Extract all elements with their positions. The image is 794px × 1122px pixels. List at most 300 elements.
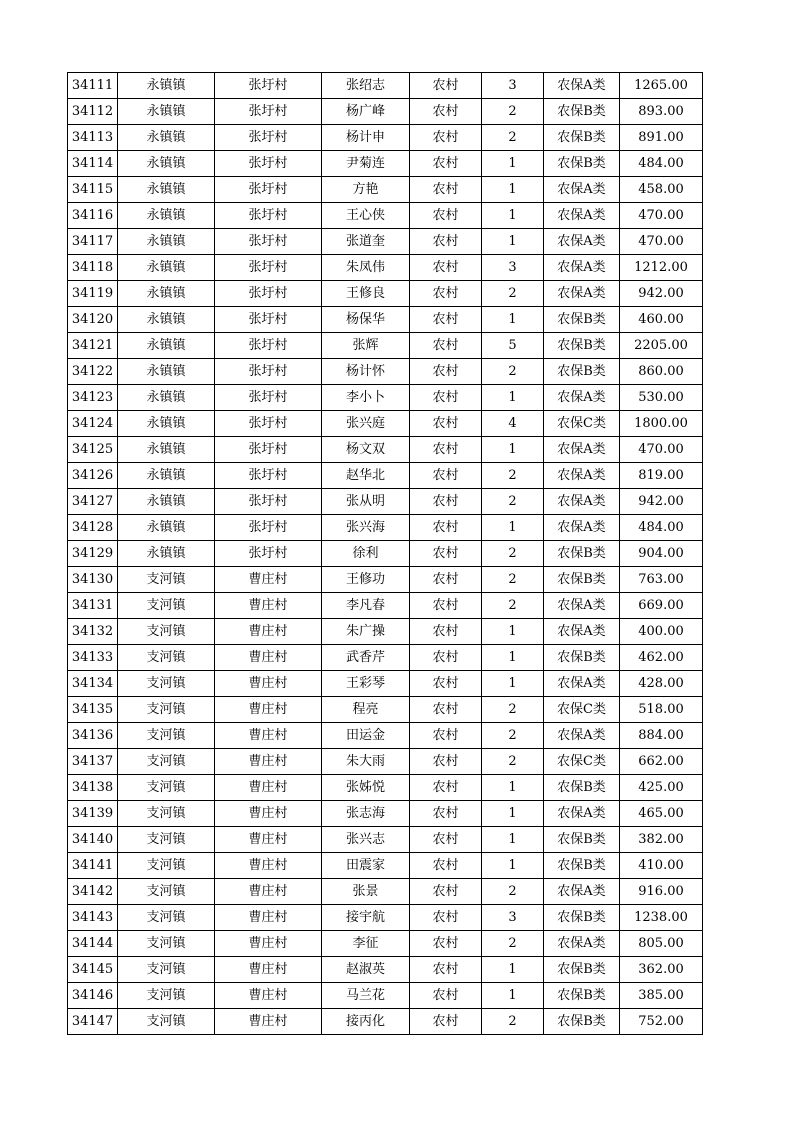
record-id-cell: 34133 — [68, 645, 118, 671]
village-cell: 张圩村 — [215, 73, 322, 99]
household-type-cell: 农村 — [410, 671, 482, 697]
record-id-cell: 34111 — [68, 73, 118, 99]
town-cell: 支河镇 — [118, 697, 215, 723]
record-id-cell: 34118 — [68, 255, 118, 281]
name-cell: 王心侠 — [322, 203, 410, 229]
amount-cell: 1212.00 — [620, 255, 703, 281]
town-cell: 永镇镇 — [118, 385, 215, 411]
record-id-cell: 34124 — [68, 411, 118, 437]
amount-cell: 916.00 — [620, 879, 703, 905]
member-count-cell: 1 — [482, 801, 544, 827]
amount-cell: 400.00 — [620, 619, 703, 645]
name-cell: 张辉 — [322, 333, 410, 359]
name-cell: 张从明 — [322, 489, 410, 515]
town-cell: 永镇镇 — [118, 99, 215, 125]
name-cell: 马兰花 — [322, 983, 410, 1009]
insurance-category-cell: 农保A类 — [544, 801, 620, 827]
member-count-cell: 2 — [482, 281, 544, 307]
record-id-cell: 34127 — [68, 489, 118, 515]
village-cell: 张圩村 — [215, 359, 322, 385]
town-cell: 永镇镇 — [118, 307, 215, 333]
member-count-cell: 1 — [482, 645, 544, 671]
village-cell: 曹庄村 — [215, 619, 322, 645]
member-count-cell: 1 — [482, 177, 544, 203]
household-type-cell: 农村 — [410, 983, 482, 1009]
record-id-cell: 34117 — [68, 229, 118, 255]
town-cell: 永镇镇 — [118, 411, 215, 437]
insurance-category-cell: 农保A类 — [544, 879, 620, 905]
table-row — [68, 203, 703, 229]
village-cell: 曹庄村 — [215, 593, 322, 619]
amount-cell: 819.00 — [620, 463, 703, 489]
insurance-category-cell: 农保B类 — [544, 151, 620, 177]
town-cell: 支河镇 — [118, 645, 215, 671]
village-cell: 张圩村 — [215, 333, 322, 359]
village-cell: 曹庄村 — [215, 879, 322, 905]
record-id-cell: 34130 — [68, 567, 118, 593]
town-cell: 支河镇 — [118, 671, 215, 697]
household-type-cell: 农村 — [410, 879, 482, 905]
town-cell: 永镇镇 — [118, 515, 215, 541]
town-cell: 支河镇 — [118, 749, 215, 775]
village-cell: 张圩村 — [215, 541, 322, 567]
member-count-cell: 1 — [482, 775, 544, 801]
town-cell: 支河镇 — [118, 827, 215, 853]
table-row — [68, 775, 703, 801]
table-row — [68, 307, 703, 333]
village-cell: 曹庄村 — [215, 957, 322, 983]
amount-cell: 904.00 — [620, 541, 703, 567]
member-count-cell: 2 — [482, 879, 544, 905]
village-cell: 张圩村 — [215, 515, 322, 541]
village-cell: 张圩村 — [215, 489, 322, 515]
village-cell: 张圩村 — [215, 307, 322, 333]
household-type-cell: 农村 — [410, 437, 482, 463]
village-cell: 张圩村 — [215, 203, 322, 229]
town-cell: 永镇镇 — [118, 255, 215, 281]
record-id-cell: 34119 — [68, 281, 118, 307]
town-cell: 支河镇 — [118, 931, 215, 957]
insurance-category-cell: 农保B类 — [544, 957, 620, 983]
village-cell: 曹庄村 — [215, 905, 322, 931]
table-row — [68, 749, 703, 775]
record-id-cell: 34147 — [68, 1009, 118, 1035]
record-id-cell: 34143 — [68, 905, 118, 931]
household-type-cell: 农村 — [410, 645, 482, 671]
household-type-cell: 农村 — [410, 203, 482, 229]
insurance-category-cell: 农保C类 — [544, 697, 620, 723]
member-count-cell: 2 — [482, 99, 544, 125]
insurance-category-cell: 农保A类 — [544, 229, 620, 255]
amount-cell: 942.00 — [620, 489, 703, 515]
name-cell: 王修良 — [322, 281, 410, 307]
name-cell: 接宇航 — [322, 905, 410, 931]
record-id-cell: 34134 — [68, 671, 118, 697]
table-body — [68, 73, 703, 1035]
record-id-cell: 34139 — [68, 801, 118, 827]
table-row — [68, 125, 703, 151]
table-row — [68, 463, 703, 489]
table-row — [68, 905, 703, 931]
name-cell: 杨文双 — [322, 437, 410, 463]
insurance-category-cell: 农保B类 — [544, 567, 620, 593]
insurance-category-cell: 农保A类 — [544, 931, 620, 957]
village-cell: 曹庄村 — [215, 1009, 322, 1035]
name-cell: 杨计申 — [322, 125, 410, 151]
name-cell: 杨保华 — [322, 307, 410, 333]
insurance-category-cell: 农保A类 — [544, 515, 620, 541]
record-id-cell: 34140 — [68, 827, 118, 853]
name-cell: 赵华北 — [322, 463, 410, 489]
name-cell: 朱凤伟 — [322, 255, 410, 281]
town-cell: 支河镇 — [118, 723, 215, 749]
amount-cell: 893.00 — [620, 99, 703, 125]
table-row — [68, 619, 703, 645]
amount-cell: 752.00 — [620, 1009, 703, 1035]
name-cell: 张兴海 — [322, 515, 410, 541]
table-row — [68, 333, 703, 359]
table-row — [68, 801, 703, 827]
table-row — [68, 983, 703, 1009]
record-id-cell: 34132 — [68, 619, 118, 645]
name-cell: 张姊悦 — [322, 775, 410, 801]
town-cell: 支河镇 — [118, 1009, 215, 1035]
village-cell: 曹庄村 — [215, 671, 322, 697]
table-row — [68, 671, 703, 697]
member-count-cell: 1 — [482, 619, 544, 645]
record-id-cell: 34136 — [68, 723, 118, 749]
member-count-cell: 1 — [482, 957, 544, 983]
town-cell: 支河镇 — [118, 983, 215, 1009]
table-row — [68, 593, 703, 619]
member-count-cell: 2 — [482, 567, 544, 593]
table-row — [68, 151, 703, 177]
table-row — [68, 229, 703, 255]
insurance-category-cell: 农保B类 — [544, 359, 620, 385]
amount-cell: 942.00 — [620, 281, 703, 307]
member-count-cell: 2 — [482, 723, 544, 749]
insurance-category-cell: 农保B类 — [544, 125, 620, 151]
household-type-cell: 农村 — [410, 333, 482, 359]
member-count-cell: 1 — [482, 853, 544, 879]
record-id-cell: 34115 — [68, 177, 118, 203]
amount-cell: 669.00 — [620, 593, 703, 619]
insurance-category-cell: 农保A类 — [544, 203, 620, 229]
village-cell: 张圩村 — [215, 151, 322, 177]
household-type-cell: 农村 — [410, 931, 482, 957]
village-cell: 曹庄村 — [215, 749, 322, 775]
village-cell: 张圩村 — [215, 437, 322, 463]
amount-cell: 860.00 — [620, 359, 703, 385]
amount-cell: 425.00 — [620, 775, 703, 801]
name-cell: 张绍志 — [322, 73, 410, 99]
household-type-cell: 农村 — [410, 853, 482, 879]
record-id-cell: 34145 — [68, 957, 118, 983]
record-id-cell: 34125 — [68, 437, 118, 463]
amount-cell: 470.00 — [620, 203, 703, 229]
data-table — [67, 72, 703, 1035]
household-type-cell: 农村 — [410, 255, 482, 281]
name-cell: 李小卜 — [322, 385, 410, 411]
member-count-cell: 2 — [482, 931, 544, 957]
table-row — [68, 957, 703, 983]
table-row — [68, 437, 703, 463]
insurance-category-cell: 农保A类 — [544, 385, 620, 411]
name-cell: 赵淑英 — [322, 957, 410, 983]
village-cell: 张圩村 — [215, 385, 322, 411]
record-id-cell: 34112 — [68, 99, 118, 125]
household-type-cell: 农村 — [410, 619, 482, 645]
insurance-category-cell: 农保A类 — [544, 177, 620, 203]
record-id-cell: 34121 — [68, 333, 118, 359]
town-cell: 永镇镇 — [118, 333, 215, 359]
table-row — [68, 255, 703, 281]
village-cell: 曹庄村 — [215, 827, 322, 853]
record-id-cell: 34123 — [68, 385, 118, 411]
village-cell: 张圩村 — [215, 99, 322, 125]
town-cell: 支河镇 — [118, 775, 215, 801]
member-count-cell: 1 — [482, 385, 544, 411]
member-count-cell: 2 — [482, 749, 544, 775]
insurance-category-cell: 农保B类 — [544, 905, 620, 931]
household-type-cell: 农村 — [410, 463, 482, 489]
insurance-category-cell: 农保B类 — [544, 541, 620, 567]
table-row — [68, 853, 703, 879]
table-row — [68, 515, 703, 541]
household-type-cell: 农村 — [410, 827, 482, 853]
member-count-cell: 3 — [482, 255, 544, 281]
record-id-cell: 34120 — [68, 307, 118, 333]
household-type-cell: 农村 — [410, 125, 482, 151]
insurance-category-cell: 农保B类 — [544, 645, 620, 671]
amount-cell: 2205.00 — [620, 333, 703, 359]
amount-cell: 470.00 — [620, 229, 703, 255]
member-count-cell: 3 — [482, 905, 544, 931]
town-cell: 永镇镇 — [118, 489, 215, 515]
village-cell: 曹庄村 — [215, 775, 322, 801]
name-cell: 张景 — [322, 879, 410, 905]
amount-cell: 763.00 — [620, 567, 703, 593]
table-row — [68, 489, 703, 515]
village-cell: 张圩村 — [215, 229, 322, 255]
amount-cell: 530.00 — [620, 385, 703, 411]
amount-cell: 884.00 — [620, 723, 703, 749]
town-cell: 永镇镇 — [118, 203, 215, 229]
record-id-cell: 34114 — [68, 151, 118, 177]
amount-cell: 1238.00 — [620, 905, 703, 931]
member-count-cell: 1 — [482, 827, 544, 853]
record-id-cell: 34128 — [68, 515, 118, 541]
amount-cell: 362.00 — [620, 957, 703, 983]
insurance-category-cell: 农保A类 — [544, 463, 620, 489]
amount-cell: 484.00 — [620, 151, 703, 177]
name-cell: 杨广峰 — [322, 99, 410, 125]
town-cell: 支河镇 — [118, 879, 215, 905]
member-count-cell: 1 — [482, 671, 544, 697]
village-cell: 曹庄村 — [215, 983, 322, 1009]
amount-cell: 465.00 — [620, 801, 703, 827]
town-cell: 支河镇 — [118, 957, 215, 983]
name-cell: 田震家 — [322, 853, 410, 879]
table-row — [68, 879, 703, 905]
insurance-category-cell: 农保A类 — [544, 593, 620, 619]
record-id-cell: 34116 — [68, 203, 118, 229]
member-count-cell: 1 — [482, 229, 544, 255]
village-cell: 曹庄村 — [215, 645, 322, 671]
member-count-cell: 1 — [482, 307, 544, 333]
village-cell: 张圩村 — [215, 463, 322, 489]
town-cell: 永镇镇 — [118, 281, 215, 307]
member-count-cell: 3 — [482, 73, 544, 99]
household-type-cell: 农村 — [410, 489, 482, 515]
name-cell: 王彩琴 — [322, 671, 410, 697]
household-type-cell: 农村 — [410, 957, 482, 983]
name-cell: 张兴庭 — [322, 411, 410, 437]
insurance-category-cell: 农保A类 — [544, 281, 620, 307]
town-cell: 支河镇 — [118, 619, 215, 645]
household-type-cell: 农村 — [410, 801, 482, 827]
member-count-cell: 4 — [482, 411, 544, 437]
insurance-category-cell: 农保B类 — [544, 307, 620, 333]
member-count-cell: 2 — [482, 463, 544, 489]
household-type-cell: 农村 — [410, 541, 482, 567]
amount-cell: 805.00 — [620, 931, 703, 957]
name-cell: 尹菊连 — [322, 151, 410, 177]
household-type-cell: 农村 — [410, 1009, 482, 1035]
name-cell: 张道奎 — [322, 229, 410, 255]
amount-cell: 1800.00 — [620, 411, 703, 437]
insurance-category-cell: 农保B类 — [544, 853, 620, 879]
amount-cell: 484.00 — [620, 515, 703, 541]
record-id-cell: 34146 — [68, 983, 118, 1009]
table-row — [68, 1009, 703, 1035]
town-cell: 永镇镇 — [118, 151, 215, 177]
amount-cell: 385.00 — [620, 983, 703, 1009]
household-type-cell: 农村 — [410, 567, 482, 593]
household-type-cell: 农村 — [410, 515, 482, 541]
amount-cell: 518.00 — [620, 697, 703, 723]
name-cell: 张志海 — [322, 801, 410, 827]
town-cell: 永镇镇 — [118, 73, 215, 99]
record-id-cell: 34129 — [68, 541, 118, 567]
insurance-category-cell: 农保B类 — [544, 1009, 620, 1035]
name-cell: 接丙化 — [322, 1009, 410, 1035]
household-type-cell: 农村 — [410, 723, 482, 749]
member-count-cell: 1 — [482, 983, 544, 1009]
amount-cell: 410.00 — [620, 853, 703, 879]
household-type-cell: 农村 — [410, 593, 482, 619]
table-row — [68, 177, 703, 203]
table-row — [68, 567, 703, 593]
insurance-category-cell: 农保A类 — [544, 73, 620, 99]
table-row — [68, 723, 703, 749]
table-row — [68, 359, 703, 385]
name-cell: 杨计怀 — [322, 359, 410, 385]
amount-cell: 1265.00 — [620, 73, 703, 99]
town-cell: 支河镇 — [118, 905, 215, 931]
household-type-cell: 农村 — [410, 749, 482, 775]
town-cell: 永镇镇 — [118, 229, 215, 255]
record-id-cell: 34137 — [68, 749, 118, 775]
name-cell: 王修功 — [322, 567, 410, 593]
insurance-category-cell: 农保B类 — [544, 827, 620, 853]
member-count-cell: 2 — [482, 593, 544, 619]
insurance-category-cell: 农保B类 — [544, 333, 620, 359]
member-count-cell: 2 — [482, 489, 544, 515]
table-row — [68, 931, 703, 957]
member-count-cell: 2 — [482, 359, 544, 385]
town-cell: 支河镇 — [118, 853, 215, 879]
name-cell: 武香芹 — [322, 645, 410, 671]
member-count-cell: 2 — [482, 125, 544, 151]
member-count-cell: 2 — [482, 697, 544, 723]
insurance-category-cell: 农保B类 — [544, 99, 620, 125]
name-cell: 朱大雨 — [322, 749, 410, 775]
record-id-cell: 34138 — [68, 775, 118, 801]
insurance-category-cell: 农保C类 — [544, 749, 620, 775]
member-count-cell: 2 — [482, 541, 544, 567]
insurance-category-cell: 农保C类 — [544, 411, 620, 437]
village-cell: 曹庄村 — [215, 931, 322, 957]
insurance-category-cell: 农保A类 — [544, 723, 620, 749]
record-id-cell: 34135 — [68, 697, 118, 723]
table-row — [68, 541, 703, 567]
table-row — [68, 385, 703, 411]
household-type-cell: 农村 — [410, 905, 482, 931]
member-count-cell: 1 — [482, 515, 544, 541]
village-cell: 张圩村 — [215, 281, 322, 307]
household-type-cell: 农村 — [410, 229, 482, 255]
member-count-cell: 1 — [482, 151, 544, 177]
insurance-category-cell: 农保A类 — [544, 255, 620, 281]
table-row — [68, 645, 703, 671]
household-type-cell: 农村 — [410, 385, 482, 411]
amount-cell: 460.00 — [620, 307, 703, 333]
name-cell: 田运金 — [322, 723, 410, 749]
table-row — [68, 281, 703, 307]
member-count-cell: 2 — [482, 1009, 544, 1035]
village-cell: 张圩村 — [215, 255, 322, 281]
amount-cell: 891.00 — [620, 125, 703, 151]
amount-cell: 470.00 — [620, 437, 703, 463]
record-id-cell: 34142 — [68, 879, 118, 905]
amount-cell: 662.00 — [620, 749, 703, 775]
town-cell: 支河镇 — [118, 593, 215, 619]
household-type-cell: 农村 — [410, 411, 482, 437]
record-id-cell: 34122 — [68, 359, 118, 385]
name-cell: 李凡春 — [322, 593, 410, 619]
village-cell: 张圩村 — [215, 411, 322, 437]
household-type-cell: 农村 — [410, 775, 482, 801]
village-cell: 曹庄村 — [215, 801, 322, 827]
household-type-cell: 农村 — [410, 281, 482, 307]
table-row — [68, 827, 703, 853]
village-cell: 曹庄村 — [215, 723, 322, 749]
table-row — [68, 73, 703, 99]
town-cell: 永镇镇 — [118, 541, 215, 567]
record-id-cell: 34141 — [68, 853, 118, 879]
household-type-cell: 农村 — [410, 697, 482, 723]
household-type-cell: 农村 — [410, 359, 482, 385]
record-id-cell: 34113 — [68, 125, 118, 151]
household-type-cell: 农村 — [410, 151, 482, 177]
household-type-cell: 农村 — [410, 99, 482, 125]
village-cell: 张圩村 — [215, 177, 322, 203]
amount-cell: 428.00 — [620, 671, 703, 697]
insurance-category-cell: 农保A类 — [544, 437, 620, 463]
member-count-cell: 1 — [482, 437, 544, 463]
name-cell: 程亮 — [322, 697, 410, 723]
